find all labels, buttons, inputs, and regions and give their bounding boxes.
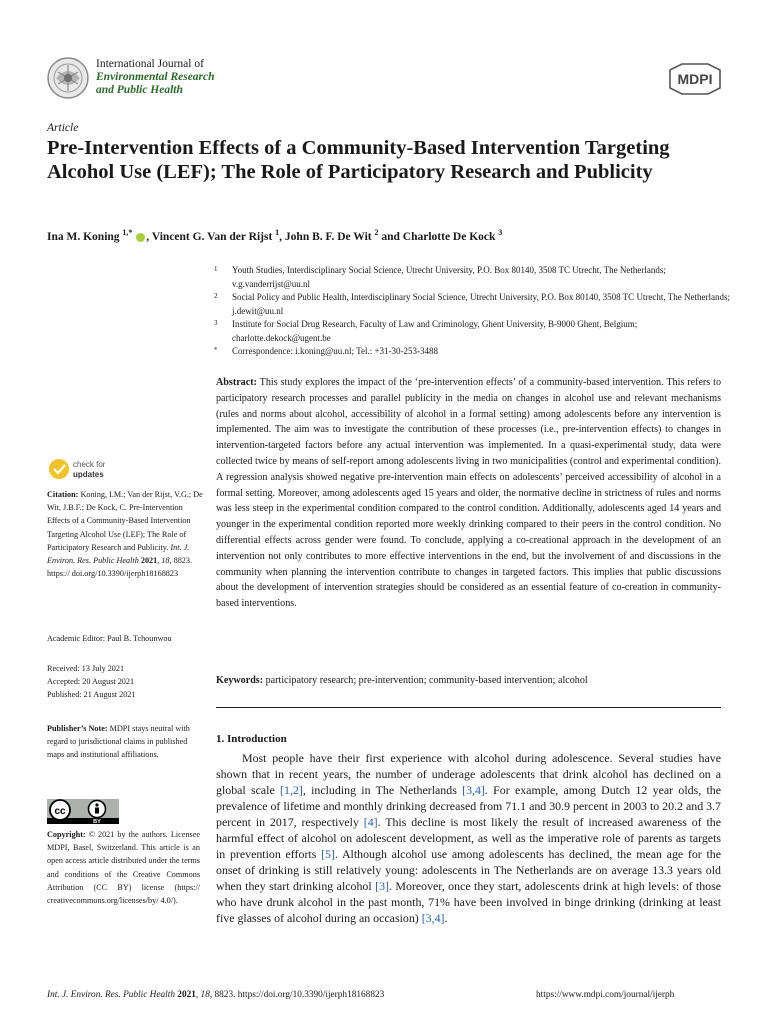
footer-volume: , 18 [195, 990, 210, 1000]
footer-doi[interactable]: , 8823. https://doi.org/10.3390/ijerph18168823 [209, 990, 385, 1000]
published-date: Published: 21 August 2021 [47, 690, 136, 700]
intro-text-segment: Most people have their first experience with alcohol during adolescence. Several studies have shown that in recent years, the number of underage adolescents that drink alcohol has declined on a global scale [216, 751, 721, 797]
journal-name-line2: Environmental Research [96, 71, 215, 83]
author-affiliation-mark: 1 [275, 228, 280, 237]
correspondence-item [214, 345, 734, 359]
affiliation-item [214, 291, 734, 318]
intro-text-segment: . For example, among Dutch 12 year olds, the prevalence of lifetime and monthly drinking decreased from 71.1 and 30.9 percent in 2003 to 20.2 and 3.7 percent in 2017, respectively [216, 783, 721, 829]
reference-link[interactable]: [3,4] [421, 911, 445, 925]
affiliation-text: Social Policy and Public Health, Interdisciplinary Social Science, Utrecht University, P.O. Box 80140, 3508 TC Utrecht, The Netherlands; j.dewit@uu.nl [232, 292, 730, 316]
footer-citation [47, 990, 384, 1000]
keywords-text: participatory research; pre-intervention; community-based intervention; alcohol [263, 675, 588, 686]
citation-journal: Int. J. Environ. Res. Public Health [47, 542, 190, 566]
author-separator: , [146, 230, 152, 243]
academic-editor: Academic Editor: Paul B. Tchounwou [47, 634, 172, 643]
affiliation-item [214, 318, 734, 345]
correspondence-mark: * [214, 346, 218, 354]
reference-link[interactable]: [3,4] [462, 783, 485, 797]
publisher-note [47, 722, 203, 762]
correspondence-text: Correspondence: i.koning@uu.nl; Tel.: +31-30-253-3488 [232, 346, 439, 356]
author-separator: , [279, 230, 285, 243]
footer-year: 2021 [174, 990, 196, 1000]
intro-text-segment: . Although alcohol use among adolescents has declined, the mean age for the onset of drinking is still relatively young: adolescents in The Netherlands are on average 13.3 years old when they start drinking alcohol [216, 847, 721, 893]
abstract-label: Abstract: [216, 377, 257, 388]
article-title: Pre-Intervention Effects of a Community-Based Intervention Targeting Alcohol Use (LEF); The Role of Participatory Research and Publicity [47, 137, 670, 183]
author-list [47, 228, 502, 243]
received-date: Received: 13 July 2021 [47, 664, 125, 673]
citation-text: Koning, I.M.; Van der Rijst, V.G.; De Wit, J.B.F.; De Kock, C. Pre-Intervention Effects of a Community-Based Intervention Targeting Alcohol Use (LEF); The Role of Participatory Research and Publicity. [47, 490, 203, 552]
mdpi-logo-text: MDPI [677, 71, 713, 87]
orcid-icon[interactable] [136, 233, 145, 242]
intro-text-segment: , including in The Netherlands [302, 783, 463, 797]
author-affiliation-mark: 2 [374, 228, 379, 237]
journal-logo-icon [46, 56, 90, 100]
affiliation-item [214, 264, 734, 291]
abstract [216, 375, 721, 612]
footer-journal: Int. J. Environ. Res. Public Health [47, 990, 175, 1000]
publisher-note-label: Publisher’s Note: [47, 724, 108, 733]
intro-text-segment: . This decline is most likely the result of increased awareness of the harmful effect of alcohol on adolescent development, as well as the imperative role of parents as targets in prevention efforts [216, 815, 721, 861]
affiliation-mark: 1 [214, 265, 218, 273]
affiliation-text: Institute for Social Drug Research, Faculty of Law and Criminology, Ghent University, B-9000 Ghent, Belgium; charlotte.dekock@ugent.be [232, 319, 638, 343]
intro-text-segment: . [444, 911, 448, 925]
mdpi-logo [666, 62, 724, 96]
author-name[interactable]: Ina M. Koning [47, 230, 120, 243]
copyright-label: Copyright: [47, 830, 86, 839]
check-for-updates-button[interactable] [47, 456, 127, 482]
citation-label: Citation: [47, 490, 79, 499]
cc-by-license-badge[interactable] [47, 799, 119, 824]
journal-name [96, 58, 215, 97]
reference-link[interactable]: [1,2] [280, 783, 303, 797]
cc-by-label: BY [93, 819, 101, 824]
citation-year: 2021 [138, 556, 158, 566]
author-name[interactable]: John B. F. De Wit [284, 230, 372, 243]
copyright-text: © 2021 by the authors. Licensee MDPI, Basel, Switzerland. This article is an open access article distributed under the terms and conditions of the Creative Commons Attribution (CC BY) license (https:// creativecommons.org/licenses/by/ 4.0/). [47, 830, 200, 906]
svg-text:cc: cc [54, 806, 66, 817]
author-affiliation-mark: 1,* [122, 228, 133, 237]
footer-journal-url[interactable]: https://www.mdpi.com/journal/ijerph [536, 990, 675, 1000]
introduction-paragraph [216, 750, 721, 926]
author-name[interactable]: Vincent G. Van der Rijst [151, 230, 273, 243]
keywords-label: Keywords: [216, 675, 264, 686]
copyright-block [47, 828, 200, 907]
publisher-note-text: MDPI stays neutral with regard to jurisdictional claims in published maps and institutional affiliations. [47, 724, 190, 760]
affiliation-text: Youth Studies, Interdisciplinary Social Science, Utrecht University, P.O. Box 80140, 3508 TC Utrecht, The Netherlands; v.g.vanderrijst@uu.nl [232, 265, 666, 289]
citation-doi[interactable]: , 8823. https:// doi.org/10.3390/ijerph18168823 [47, 556, 193, 579]
citation-volume: , 18 [157, 556, 170, 566]
author-name[interactable]: Charlotte De Kock [402, 230, 496, 243]
dates-block [47, 662, 203, 702]
affiliations [214, 264, 734, 359]
intro-text-segment: . Moreover, once they start, adolescents drink at high levels: of those who have drunk alcohol in the past month, 71% have been involved in binge drinking (drinking at least five glasses of alcohol during an occasion) [216, 879, 721, 925]
citation-block [47, 488, 203, 580]
affiliation-mark: 2 [214, 292, 218, 300]
section-heading-introduction: 1. Introduction [216, 733, 287, 745]
accepted-date: Accepted: 20 August 2021 [47, 677, 135, 687]
check-updates-line2: updates [73, 470, 104, 479]
abstract-text: This study explores the impact of the ‘pre-intervention effects’ of a community-based intervention. This refers to participatory research processes and parallel publicity in the media on changes in alcohol use and relevant mechanisms (rules and norms about alcohol, accessibility of alcohol in a formal setting) among adolescents before any intervention is implemented. The aim was to investigate the contribution of these processes (i.e., pre-intervention effects) to changes in intervention-targeted factors before any actual intervention was implemented. In a quasi-experimental study, data were collected twice by means of self-report among adolescents living in two municipalities (control and experimental condition). A regression analysis showed negative pre-intervention main effects on adolescents’ perceived accessibility of alcohol in a formal setting. Moreover, among adolescents aged 15 years and older, the normative decline in strictness of rules and norms was less steep in the experimental condition compared to the control condition. Additionally, adolescents aged 14 years and younger in the experimental condition reported more weekly drinking compared to their peers in the control condition. No differential effects across gender were found. To conclude, applying a co-creational approach in the development of an intervention not only contributes to more effective interventions in the end, but the involvement of and discussions in the community when planning the intervention contribute to changes in targeted factors. This implies that public discussions about the development of intervention strategies should be considered as an essential feature of co-creation in community-based interventions. [216, 377, 721, 610]
keywords [216, 673, 721, 688]
author-affiliation-mark: 3 [498, 228, 503, 237]
author-separator: and [378, 230, 403, 243]
check-updates-line1: check for [73, 460, 106, 469]
affiliation-mark: 3 [214, 319, 218, 327]
section-divider [216, 707, 721, 708]
article-type: Article [47, 122, 79, 134]
journal-name-line1: International Journal of [96, 58, 204, 70]
reference-link[interactable]: [4] [363, 815, 378, 829]
reference-link[interactable]: [5] [321, 847, 335, 861]
reference-link[interactable]: [3] [375, 879, 389, 893]
journal-name-line3: and Public Health [96, 84, 183, 96]
